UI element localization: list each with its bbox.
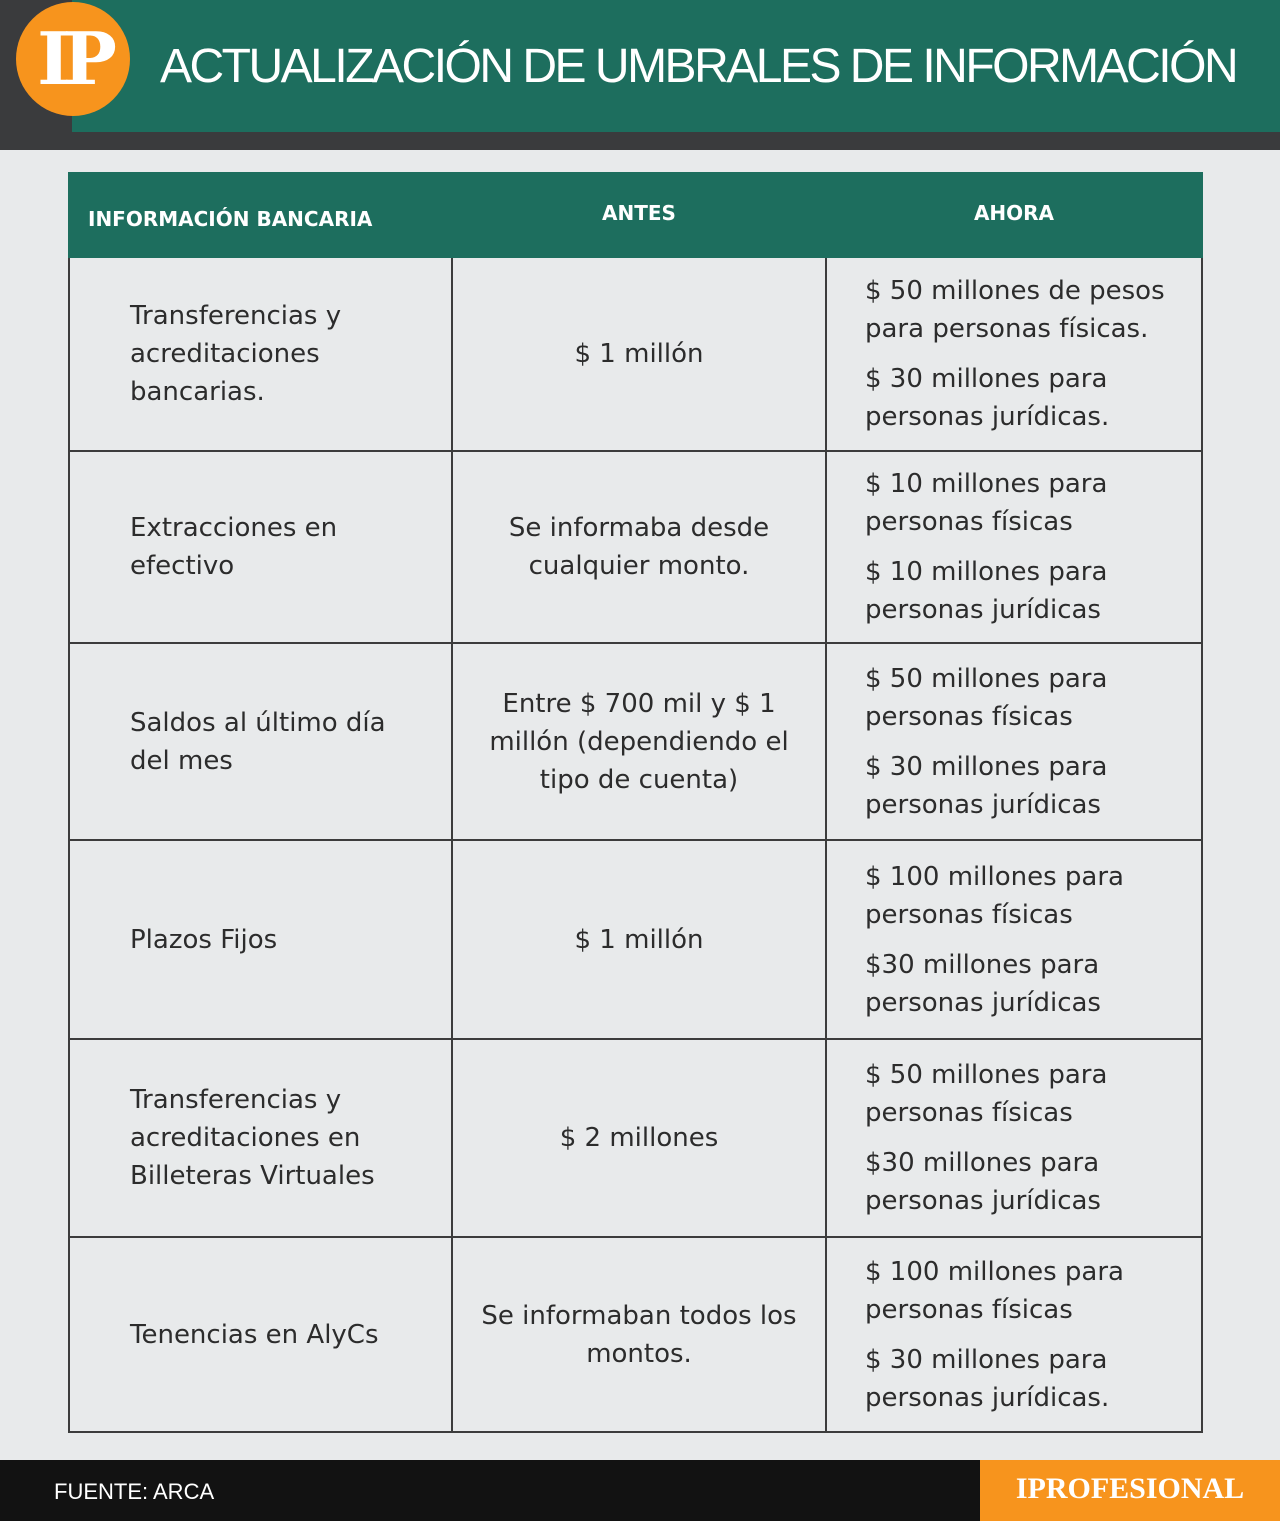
ahora-personas-fisicas: $ 50 millones para personas físicas <box>865 1060 1108 1128</box>
ahora-personas-juridicas: $ 30 millones para personas jurídicas <box>865 751 1108 820</box>
ahora-personas-fisicas: $ 100 millones para personas físicas <box>865 1256 1124 1325</box>
ip-logo: IP <box>16 2 130 116</box>
source-credit: FUENTE: ARCA <box>54 1479 215 1504</box>
cell-antes: Se informaba desde cualquier monto. <box>452 451 826 643</box>
cell-ahora <box>826 257 1202 451</box>
cell-antes: Entre $ 700 mil y $ 1 millón (dependiendo el tipo de cuenta) <box>452 643 826 840</box>
table-row <box>69 840 1202 1039</box>
table-row <box>69 643 1202 840</box>
table-header-row <box>69 173 1202 257</box>
cell-informacion: Saldos al último día del mes <box>69 643 452 840</box>
column-header-ahora: AHORA <box>826 173 1202 257</box>
ahora-personas-fisicas: $ 50 millones de pesos para personas físicas. <box>865 276 1165 344</box>
table-row <box>69 257 1202 451</box>
cell-ahora <box>826 643 1202 840</box>
brand-logo: IPROFESIONAL <box>980 1460 1280 1521</box>
column-header-antes: ANTES <box>452 173 826 257</box>
ahora-personas-fisicas: $ 100 millones para personas físicas <box>865 861 1124 930</box>
table-row <box>69 1039 1202 1237</box>
cell-informacion: Extracciones en efectivo <box>69 451 452 643</box>
table-row <box>69 1237 1202 1432</box>
cell-informacion: Tenencias en AlyCs <box>69 1237 452 1432</box>
table-row <box>69 451 1202 643</box>
thresholds-table <box>68 172 1203 1433</box>
ahora-personas-fisicas: $ 10 millones para personas físicas <box>865 469 1108 537</box>
cell-ahora <box>826 451 1202 643</box>
cell-antes: $ 1 millón <box>452 257 826 451</box>
cell-antes: $ 2 millones <box>452 1039 826 1237</box>
cell-ahora <box>826 840 1202 1039</box>
cell-ahora <box>826 1237 1202 1432</box>
cell-ahora <box>826 1039 1202 1237</box>
ahora-personas-juridicas: $ 30 millones para personas jurídicas. <box>865 1344 1110 1413</box>
ahora-personas-juridicas: $ 10 millones para personas jurídicas <box>865 557 1108 625</box>
cell-antes: Se informaban todos los montos. <box>452 1237 826 1432</box>
cell-informacion: Plazos Fijos <box>69 840 452 1039</box>
cell-informacion: Transferencias y acreditaciones en Billeteras Virtuales <box>69 1039 452 1237</box>
page-title: ACTUALIZACIÓN DE UMBRALES DE INFORMACIÓN <box>160 40 1237 93</box>
ahora-personas-juridicas: $30 millones para personas jurídicas <box>865 1148 1101 1216</box>
ahora-personas-juridicas: $30 millones para personas jurídicas <box>865 949 1101 1018</box>
ahora-personas-fisicas: $ 50 millones para personas físicas <box>865 663 1108 732</box>
cell-antes: $ 1 millón <box>452 840 826 1039</box>
column-header-informacion: INFORMACIÓN BANCARIA <box>69 173 452 257</box>
cell-informacion: Transferencias y acreditaciones bancarias. <box>69 257 452 451</box>
ahora-personas-juridicas: $ 30 millones para personas jurídicas. <box>865 364 1110 432</box>
